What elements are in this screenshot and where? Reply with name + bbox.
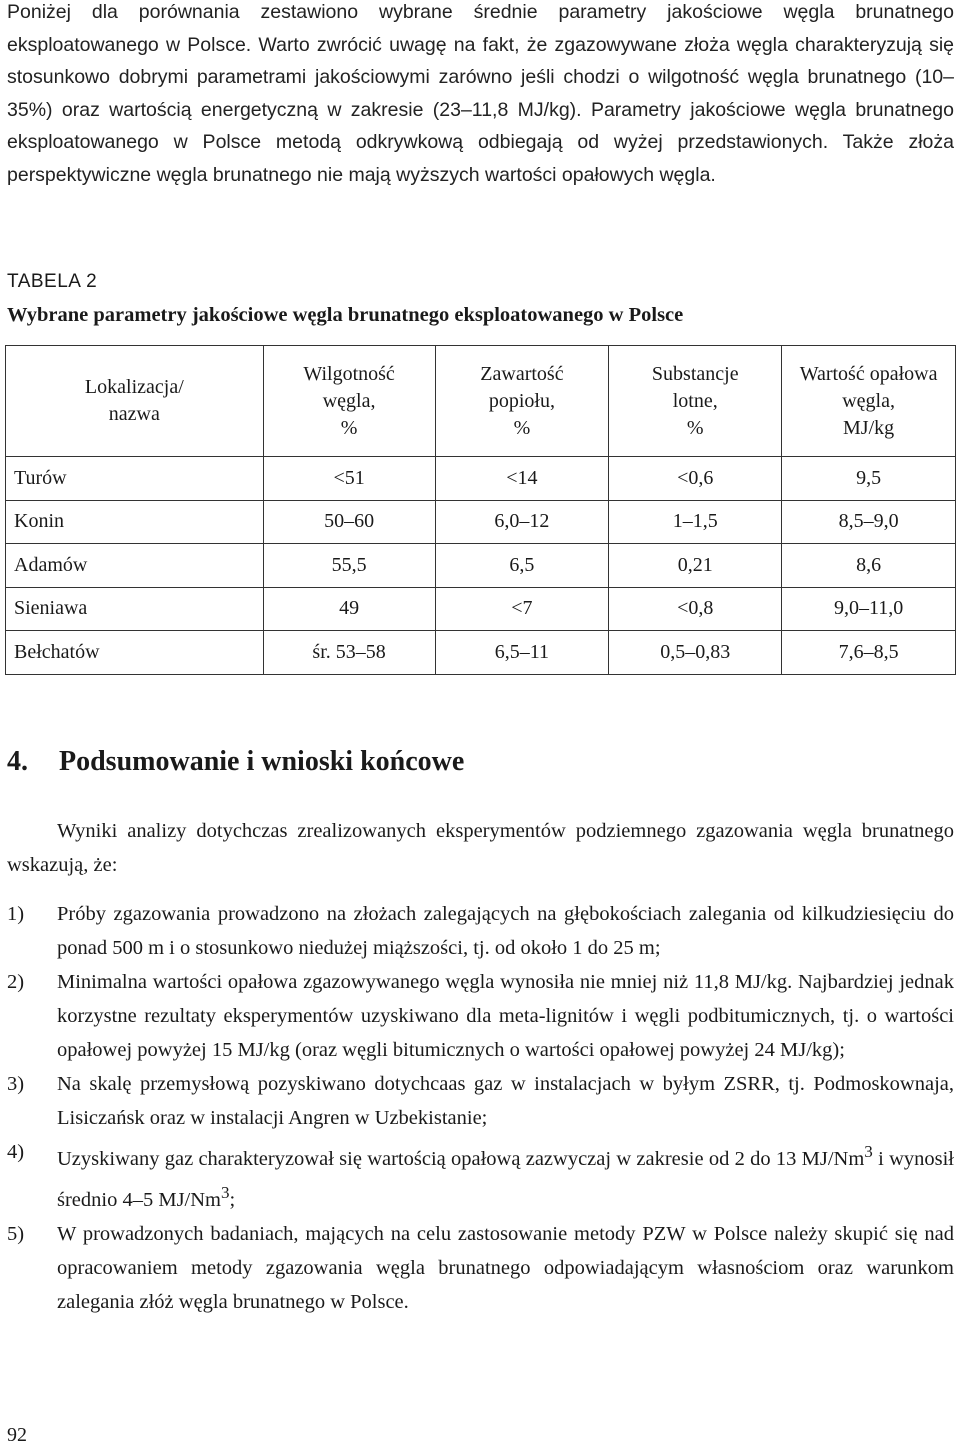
section-heading [7,746,464,778]
intro-paragraph: Poniżej dla porównania zestawiono wybrane średnie parametry jakościowe węgla brunatnego eksploatowanego w Polsce. Warto zwrócić uwagę na fakt, że zgazowywane złoża węgla charakteryzują się stosunkowo dobrymi parametrami jakościowymi zarówno jeśli chodzi o wilgotność węgla brunatnego (10–35%) oraz wartością energetyczną w zakresie (23–11,8 MJ/kg). Parametry jakościowe węgla brunatnego eksploatowanego w Polsce metodą odkrywkową odbiegają od wyżej przedstawionych. Także złoża perspektywiczne węgla brunatnego nie mają wyższych wartości opałowych węgla. [7,1,954,186]
list-item-text: Próby zgazowania prowadzono na złożach zalegających na głębokościach zalegania od kilkudziesięciu do ponad 500 m i o stosunkowo niedużej miąższości, tj. od około 1 do 25 m; [57,903,954,959]
cell-volatiles: 0,21 [609,544,782,588]
cell-location: Sieniawa [6,587,264,631]
table-label: TABELA 2 [7,271,98,292]
list-item [7,1135,954,1217]
cell-calorific-value: 8,5–9,0 [782,500,956,544]
conclusions-list [7,897,954,1319]
cell-ash: <7 [435,587,609,631]
cell-moisture: 50–60 [263,500,435,544]
table-row [6,544,956,588]
cell-moisture: śr. 53–58 [263,631,435,675]
cell-calorific-value: 8,6 [782,544,956,588]
list-item-text: W prowadzonych badaniach, mających na celu zastosowanie metody PZW w Polsce należy skupić się nad opracowaniem metody zgazowania węgla brunatnego odpowiadającym własnościom oraz warunkom zalegania złóż węgla brunatnego w Polsce. [57,1222,954,1313]
quality-parameters-table [5,345,956,675]
cell-ash: 6,5–11 [435,631,609,675]
table-row [6,587,956,631]
cell-volatiles: <0,6 [609,457,782,501]
cell-calorific-value: 9,0–11,0 [782,587,956,631]
table-row [6,457,956,501]
header-calorific-value: Wartość opałowa węgla, MJ/kg [782,346,956,457]
table-title: Wybrane parametry jakościowe węgla brunatnego eksploatowanego w Polsce [7,304,684,326]
cell-moisture: 49 [263,587,435,631]
list-marker: 1) [7,903,25,925]
cell-moisture: 55,5 [263,544,435,588]
cell-calorific-value: 9,5 [782,457,956,501]
table-row [6,500,956,544]
header-location: Lokalizacja/ nazwa [6,346,264,457]
summary-intro-paragraph: Wyniki analizy dotychczas zrealizowanych eksperymentów podziemnego zgazowania węgla brunatnego wskazują, że: [7,820,954,876]
cell-ash: 6,5 [435,544,609,588]
cell-location: Konin [6,500,264,544]
cell-moisture: <51 [263,457,435,501]
list-marker: 5) [7,1222,25,1245]
header-moisture: Wilgotność węgla, % [263,346,435,457]
cell-volatiles: 1–1,5 [609,500,782,544]
list-item-text: Minimalna wartości opałowa zgazowywanego węgla wynosiła nie mniej niż 11,8 MJ/kg. Najbardziej jednak korzystne rezultaty eksperymentów uzyskiwano dla meta-lignitów i węgli podbitumicznych, tj. o wartości opałowej powyżej 15 MJ/kg (oraz węgli bitumicznych o wartości opałowej powyżej 24 MJ/kg); [57,971,954,1061]
list-item-text: Uzyskiwany gaz charakteryzował się wartością opałową zazwyczaj w zakresie od 2 do 13 MJ/Nm$^3$ i wynosił średnio 4–5 MJ/Nm$^3$; [57,1142,954,1211]
cell-volatiles: 0,5–0,83 [609,631,782,675]
list-item [7,1067,954,1135]
list-marker: 2) [7,971,25,993]
list-item-text: Na skalę przemysłową pozyskiwano dotychcaas gaz w instalacjach w byłym ZSRR, tj. Podmoskownaja, Lisiczańsk oraz w instalacji Angren w Uzbekistanie; [57,1073,954,1129]
table-row [6,631,956,675]
page-number: 92 [7,1424,27,1446]
list-item [7,965,954,1067]
header-volatiles: Substancje lotne, % [609,346,782,457]
cell-location: Adamów [6,544,264,588]
header-ash: Zawartość popiołu, % [435,346,609,457]
cell-volatiles: <0,8 [609,587,782,631]
cell-ash: <14 [435,457,609,501]
list-item [7,897,954,965]
cell-location: Bełchatów [6,631,264,675]
cell-calorific-value: 7,6–8,5 [782,631,956,675]
cell-ash: 6,0–12 [435,500,609,544]
list-item [7,1217,954,1319]
section-title: Podsumowanie i wnioski końcowe [59,746,465,777]
cell-location: Turów [6,457,264,501]
section-number: 4. [7,746,28,777]
list-marker: 3) [7,1073,25,1095]
table-header-row [6,346,956,457]
list-marker: 4) [7,1141,25,1163]
